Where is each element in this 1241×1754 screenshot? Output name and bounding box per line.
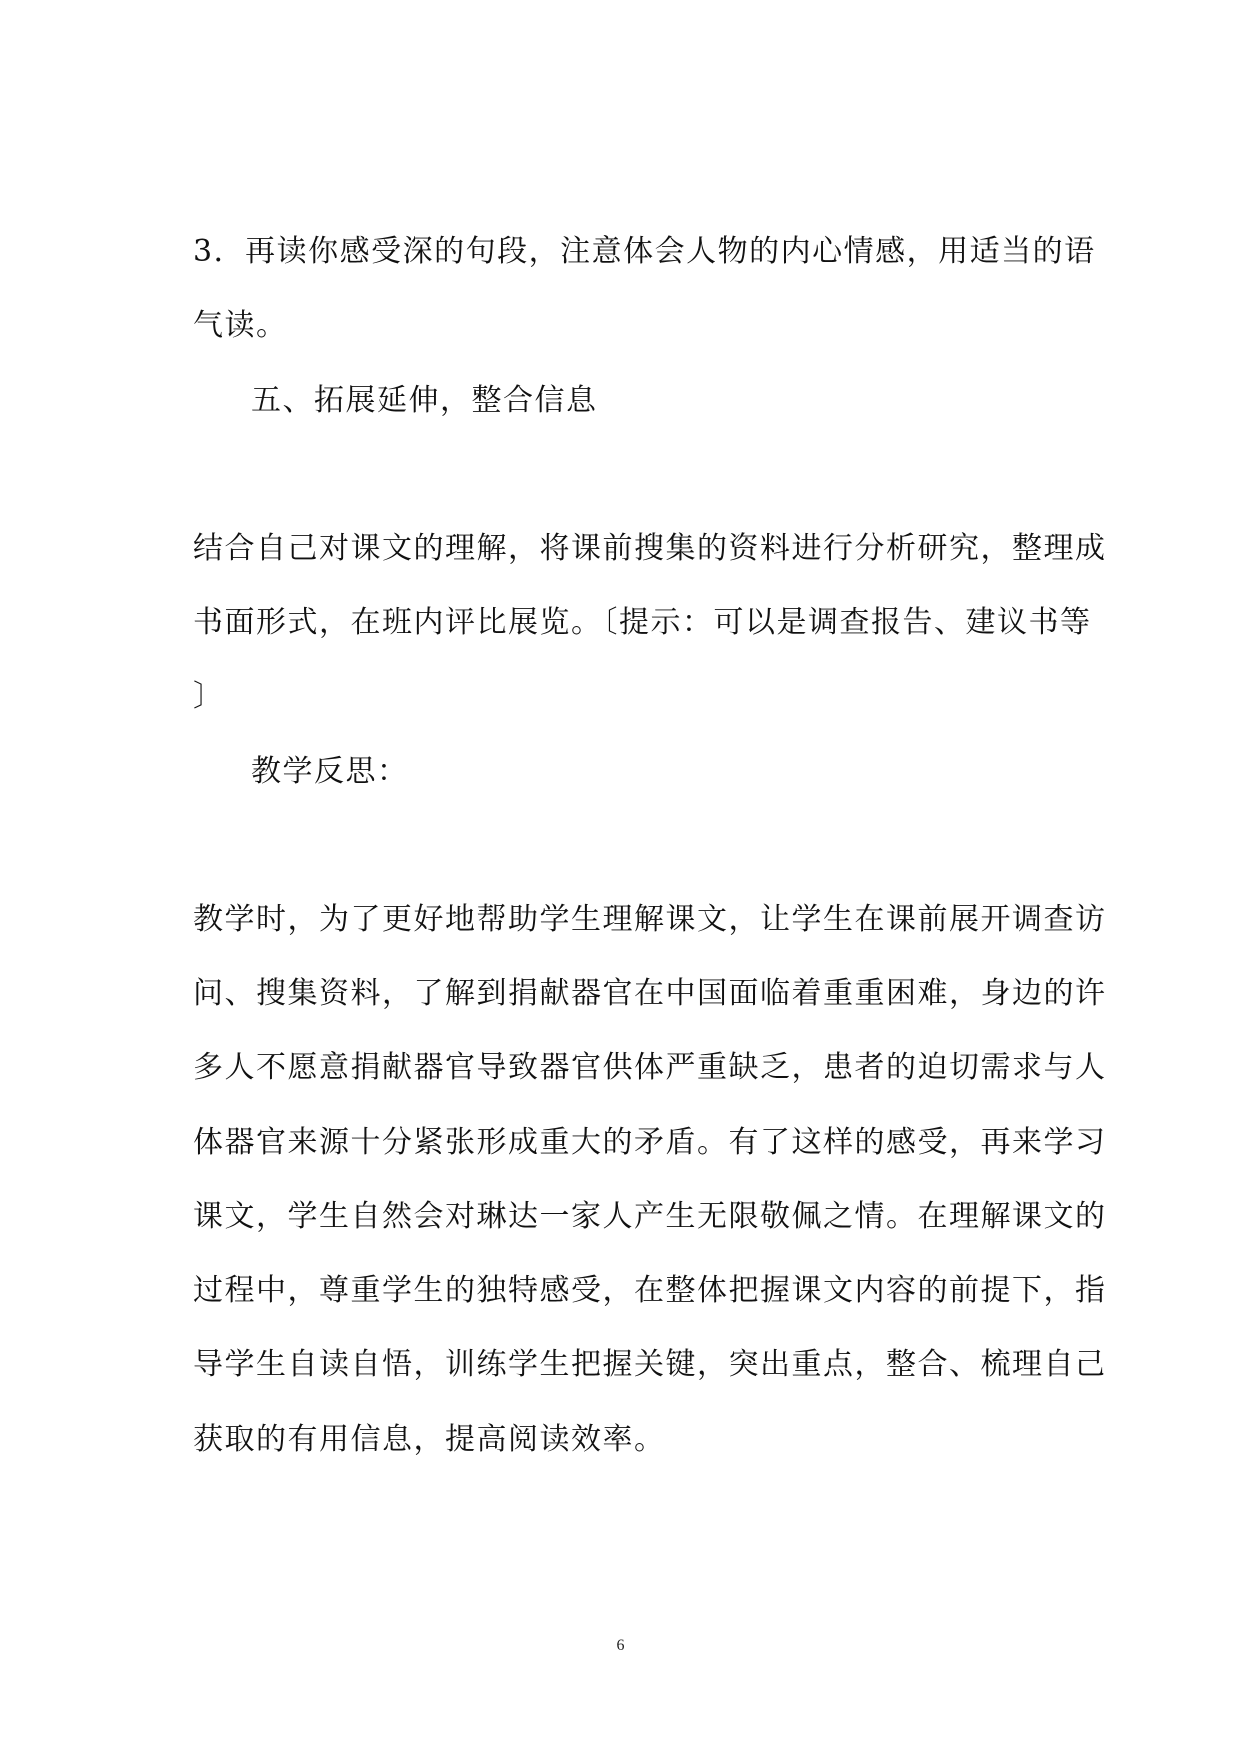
reflection-paragraph-line-2: 问、搜集资料，了解到捐献器官在中国面临着重重困难，身边的许 — [193, 976, 1107, 1011]
extension-paragraph-line-2: 书面形式，在班内评比展览。〔提示：可以是调查报告、建议书等 — [193, 605, 1092, 640]
extension-paragraph-line-3: 〕 — [193, 679, 225, 714]
step-3-line-2: 气读。 — [193, 308, 288, 343]
reflection-paragraph-line-8: 获取的有用信息，提高阅读效率。 — [193, 1422, 666, 1457]
reflection-heading: 教学反思： — [251, 754, 409, 789]
reflection-paragraph-line-6: 过程中，尊重学生的独特感受，在整体把握课文内容的前提下，指 — [193, 1273, 1107, 1308]
step-3-line-1: 3．再读你感受深的句段，注意体会人物的内心情感，用适当的语 — [193, 234, 1096, 269]
reflection-paragraph-line-4: 体器官来源十分紧张形成重大的矛盾。有了这样的感受，再来学习 — [193, 1125, 1107, 1160]
reflection-paragraph-line-3: 多人不愿意捐献器官导致器官供体严重缺乏，患者的迫切需求与人 — [193, 1050, 1107, 1085]
section-heading-5: 五、拓展延伸，整合信息 — [251, 383, 598, 418]
reflection-paragraph-line-1: 教学时，为了更好地帮助学生理解课文，让学生在课前展开调查访 — [193, 902, 1107, 937]
reflection-paragraph-line-5: 课文，学生自然会对琳达一家人产生无限敬佩之情。在理解课文的 — [193, 1199, 1107, 1234]
page-number: 6 — [616, 1637, 625, 1654]
extension-paragraph-line-1: 结合自己对课文的理解，将课前搜集的资料进行分析研究，整理成 — [193, 531, 1107, 566]
reflection-paragraph-line-7: 导学生自读自悟，训练学生把握关键，突出重点，整合、梳理自己 — [193, 1347, 1107, 1382]
